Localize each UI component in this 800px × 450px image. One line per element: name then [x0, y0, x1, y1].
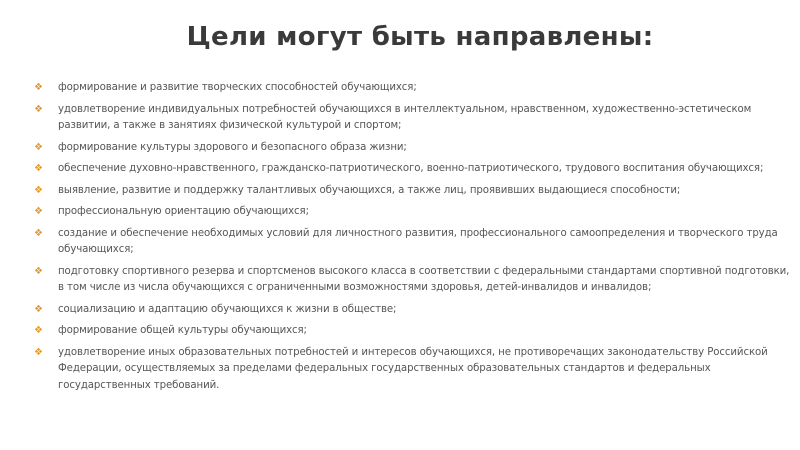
- list-item-text: создание и обеспечение необходимых условий для личностного развития, профессионального самоопределения и творческого труда обучающихся;: [58, 227, 778, 255]
- list-item: [34, 183, 790, 200]
- diamond-bullet-icon: ❖: [34, 184, 43, 196]
- list-item: [34, 102, 790, 135]
- diamond-bullet-icon: ❖: [34, 325, 43, 336]
- goals-list: [34, 80, 790, 399]
- list-item-text: формирование общей культуры обучающихся;: [58, 325, 307, 336]
- diamond-bullet-icon: ❖: [34, 227, 43, 239]
- list-item: [34, 264, 790, 297]
- list-item-text: удовлетворение иных образовательных потребностей и интересов обучающихся, не противоречащих законодательству Российской Федерации, осуществляемых за пределами федеральных государственных образовательных стандартов и федеральных государственных требований.: [58, 346, 768, 391]
- list-item-text: обеспечение духовно-нравственного, гражданско-патриотического, военно-патриотического, трудового воспитания обучающихся;: [58, 163, 764, 174]
- list-item-text: формирование культуры здорового и безопасного образа жизни;: [58, 141, 407, 153]
- diamond-bullet-icon: ❖: [34, 206, 43, 217]
- list-item: [34, 204, 790, 221]
- diamond-bullet-icon: ❖: [34, 141, 43, 153]
- list-item: [34, 302, 790, 319]
- list-item-text: формирование и развитие творческих способностей обучающихся;: [58, 82, 417, 93]
- list-item-text: выявление, развитие и поддержку талантливых обучающихся, а также лиц, проявивших выдающиеся способности;: [58, 184, 681, 196]
- diamond-bullet-icon: ❖: [34, 346, 43, 358]
- list-item: [34, 140, 790, 157]
- diamond-bullet-icon: ❖: [34, 103, 43, 115]
- list-item-text: профессиональную ориентацию обучающихся;: [58, 206, 309, 217]
- diamond-bullet-icon: ❖: [34, 163, 43, 174]
- list-item: [34, 226, 790, 259]
- list-item: [34, 80, 790, 97]
- list-item-text: удовлетворение индивидуальных потребностей обучающихся в интеллектуальном, нравственном, художественно-эстетическом развитии, а также в занятиях физической культурой и спортом;: [58, 103, 752, 131]
- slide-title: Цели могут быть направлены:: [186, 22, 654, 52]
- list-item: [34, 161, 790, 178]
- list-item: [34, 323, 790, 340]
- list-item-text: подготовку спортивного резерва и спортсменов высокого класса в соответствии с федеральными стандартами спортивной подготовки, в том числе из числа обучающихся с ограниченными возможностями здоровья, детей-инвалидов и инвалидов;: [58, 265, 790, 293]
- diamond-bullet-icon: ❖: [34, 265, 43, 277]
- list-item: [34, 345, 790, 395]
- list-item-text: социализацию и адаптацию обучающихся к жизни в обществе;: [58, 303, 397, 315]
- diamond-bullet-icon: ❖: [34, 303, 43, 315]
- diamond-bullet-icon: ❖: [34, 82, 43, 93]
